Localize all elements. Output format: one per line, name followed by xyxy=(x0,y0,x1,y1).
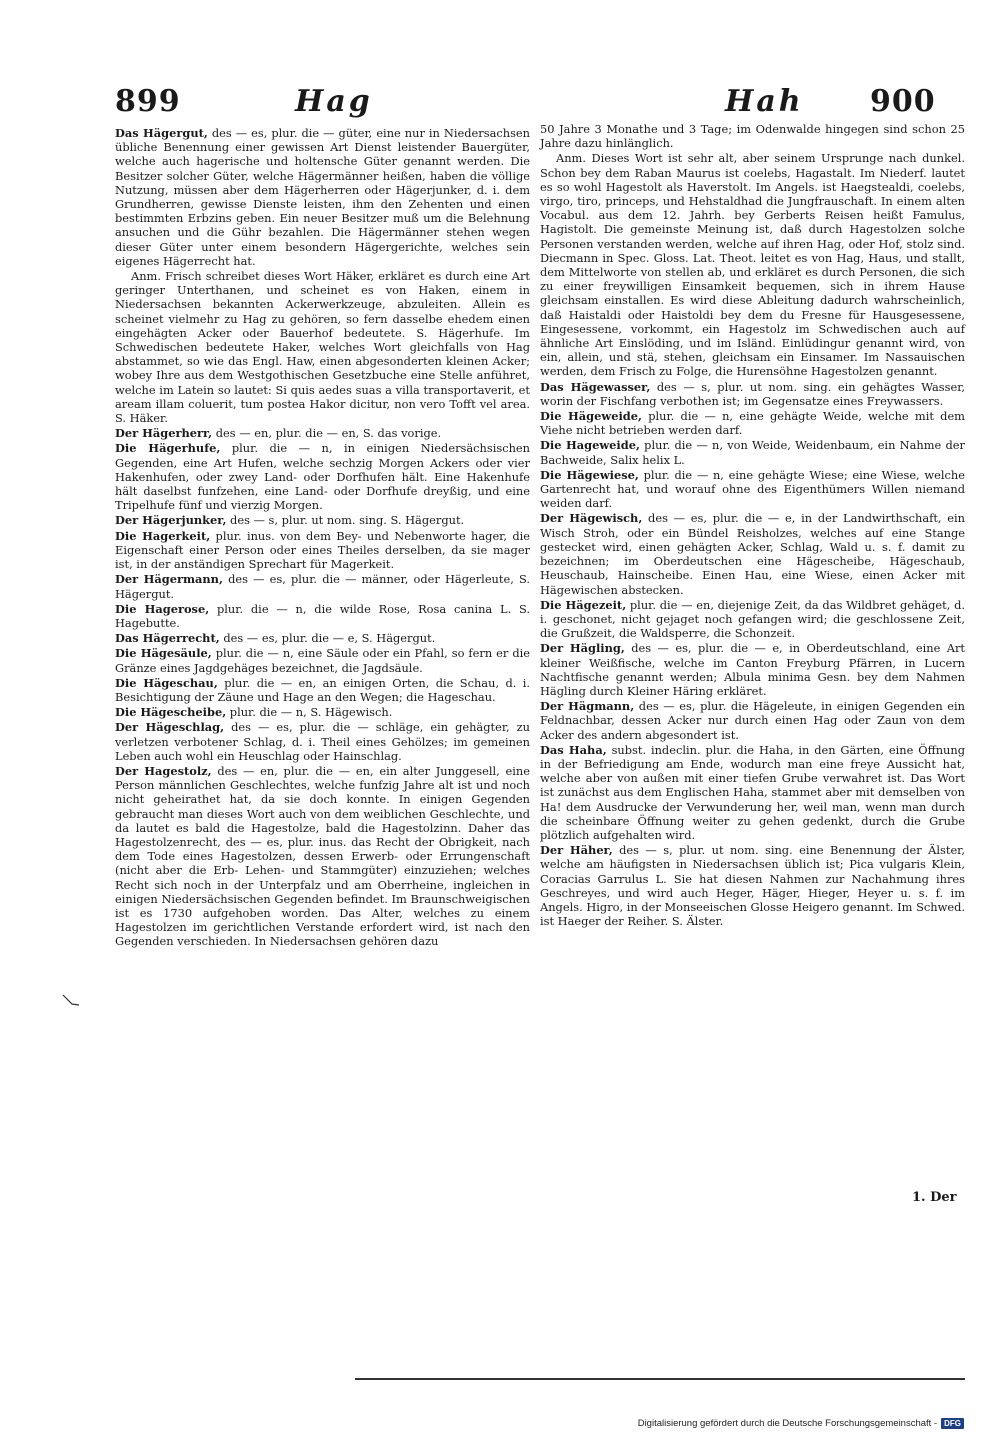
entry-text: 50 Jahre 3 Monathe und 3 Tage; im Odenwalde hingegen sind schon 25 Jahre dazu hinlänglich. xyxy=(540,122,965,151)
dictionary-entry xyxy=(540,843,965,928)
entry-text: plur. die — n, die wilde Rose, Rosa canina L. S. Hagebutte. xyxy=(115,601,531,630)
dictionary-entry xyxy=(115,764,530,949)
entry-headword: Das Hägerrecht, xyxy=(115,631,220,646)
entry-headword: Der Hägling, xyxy=(540,641,625,656)
dfg-logo: DFG xyxy=(941,1418,964,1429)
dictionary-entry xyxy=(115,529,530,572)
digitization-footer xyxy=(638,1416,964,1430)
margin-mark xyxy=(62,993,80,1007)
entry-text: Anm. Dieses Wort ist sehr alt, aber seinem Ursprunge nach dunkel. Schon bey dem Raban Maurus ist coelebs, Hagastalt. Im Niederf. lautet es so wohl Hagestolt als Haverstolt. Im Angels. ist Haegstealdi, coelebs, virgo, tiro, princeps, und Hehstaldhad die Jungfrauschaft. In einem alten Vocabul. aus dem 12. Jahrh. bey Gerberts Reisen heißt Famulus, Hagistolt. Die gemeinste Meinung ist, daß durch Hagestolzen solche Personen verstanden werden, welche auf ihren Hag, oder Hof, stolz sind. Diecmann in Spec. Gloss. Lat. Theot. leitet es von Hag, Haus, und stallt, dem Mittelworte von stellen ab, und erkläret es durch Personen, die sich zu einer freywilligen Einsamkeit bequemen, sich in ihrem Hause gleichsam einstallen. Es wird diese Ableitung dadurch wahrscheinlich, daß Haistaldi oder Haistoldi bey dem du Fresne für Hausgesessene, Eingesessene, vorkommt, ein Hagestolz im Schwedischen auch auf ähnliche Art Einslöding, und im Isländ. Einlüdingur genannt wird, von ein, allein, und stä, stehen, gleichsam ein Einsamer. Im Nassauischen werden, dem Frisch zu Folge, die Hurensöhne Hagestolzen genannt. xyxy=(540,151,965,379)
entry-headword: Der Hägerjunker, xyxy=(115,513,227,528)
left-column xyxy=(115,126,530,950)
entry-headword: Die Hägezeit, xyxy=(540,597,627,612)
dictionary-entry xyxy=(115,269,530,425)
entry-text: Anm. Frisch schreibet dieses Wort Häker, erkläret es durch eine Art geringer Unterthanen, und scheinet es von Haken, einem in Niedersachsen bekannten Ackerwerkzeuge, abzuleiten. Allein es scheinet vielmehr zu Hag zu gehören, so fern dasselbe ehedem einen eingehägten Acker oder Bauerhof bedeutete. S. Hägerhufe. Im Schwedischen bedeutete Haker, welches Wort gleichfalls von Hag abstammet, so wie das Engl. Haw, einen abgesonderten kleinen Acker; wobey Ihre aus dem Westgothischen Gesetzbuche eine Stelle anführet, welche im Latein so lautet: Si quis aedes suas a villa transportaverit, et aream illam coluerit, tum postea Hakor dicitur, non vero Tofft vel area. S. Häker. xyxy=(115,269,530,426)
entry-headword: Der Hägewisch, xyxy=(540,511,643,526)
entry-headword: Der Hagestolz, xyxy=(115,763,212,778)
dictionary-entry xyxy=(115,720,530,763)
entry-headword: Die Hägeweide, xyxy=(540,409,642,424)
right-column xyxy=(540,122,965,929)
dictionary-entry xyxy=(115,705,530,719)
entry-text: subst. indeclin. plur. die Haha, in den Gärten, eine Öffnung in der Befriedigung am Ende, wodurch man eine freye Aussicht hat, welche aber von außen mit einer tiefen Grube verwahret ist. Das Wort ist zunächst aus dem Englischen Haha, stammet aber mit demselben von Ha! dem Ausdrucke der Verwunderung her, weil man, wenn man durch die scheinbare Öffnung weiter zu gehen gedenkt, durch die Grube plötzlich aufgehalten wird. xyxy=(540,742,965,842)
entry-headword: Die Hägescheibe, xyxy=(115,705,227,720)
catchword: 1. Der xyxy=(912,1190,957,1205)
entry-text: des — es, plur. die — schläge, ein gehägter, zu verletzen verbotener Schlag, d. i. Theil eines Gehölzes; im gemeinen Leben auch wohl ein Heuschlag oder Hainschlag. xyxy=(115,720,530,763)
dictionary-entry xyxy=(115,602,530,630)
entry-headword: Die Hägerhufe, xyxy=(115,441,221,456)
entry-text: des — es, plur. die Hägeleute, in einigen Gegenden ein Feldnachbar, dessen Acker nur durch einen Hag oder Zaun von dem Acker des andern abgesondert ist. xyxy=(540,699,966,742)
dictionary-entry xyxy=(540,699,965,742)
dictionary-entry xyxy=(540,468,965,511)
entry-text: plur. die — en, an einigen Orten, die Schau, d. i. Besichtigung der Zäune und Hage an den Wegen; die Hageschau. xyxy=(115,675,531,704)
dictionary-entry xyxy=(540,743,965,842)
entry-headword: Die Hagerose, xyxy=(115,601,210,616)
entry-headword: Der Hägeschlag, xyxy=(115,720,225,735)
entry-text: des — s, plur. ut nom. sing. eine Benennung der Älster, welche am häufigsten in Niedersachsen üblich ist; Pica vulgaris Klein, Coracias Garrulus L. Sie hat diesen Nahmen zur Nachahmung ihres Geschreyes, und wird auch Heger, Häger, Hieger, Heyer u. s. f. im Angels. Higro, in der Monseeischen Glosse Heigero genannt. Im Schwed. ist Haeger der Reiher. S. Älster. xyxy=(540,843,965,929)
entry-headword: Das Haha, xyxy=(540,742,607,757)
entry-text: des — s, plur. ut nom. sing. S. Hägergut. xyxy=(230,513,465,528)
entry-headword: Das Hägewasser, xyxy=(540,379,651,394)
footer-text: Digitalisierung gefördert durch die Deutsche Forschungsgemeinschaft - xyxy=(637,1417,938,1429)
dictionary-entry xyxy=(540,511,965,596)
entry-text: plur. die — n, in einigen Niedersächsischen Gegenden, eine Art Hufen, welche sechzig Morgen Ackers oder vier Hakenhufen, oder zwey Land- oder Dorfhufen hält. Eine Hakenhufe hält daselbst funfzehen, eine Land- oder Dorfhufe dreyßig, und eine Tripelhufe fünf und vierzig Morgen. xyxy=(115,441,531,513)
entry-text: plur. inus. von dem Bey- und Nebenworte hager, die Eigenschaft einer Person oder eines Theiles derselben, da sie mager ist, in der anständigen Sprechart für Magerkeit. xyxy=(115,528,531,572)
dictionary-entry xyxy=(115,676,530,704)
entry-text: des — es, plur. die — e, S. Hägergut. xyxy=(223,631,436,646)
entry-text: des — es, plur. die — männer, oder Hägerleute, S. Hägergut. xyxy=(115,572,530,601)
entry-headword: Das Hägergut, xyxy=(115,126,208,140)
dictionary-entry xyxy=(115,646,530,674)
entry-headword: Die Hägesäule, xyxy=(115,646,212,661)
entry-headword: Der Hägerherr, xyxy=(115,426,213,441)
dictionary-entry xyxy=(540,598,965,641)
entry-headword: Der Hägmann, xyxy=(540,699,635,714)
dictionary-entry xyxy=(115,631,530,645)
dictionary-entry xyxy=(540,380,965,408)
entry-headword: Der Hägermann, xyxy=(115,572,223,587)
dictionary-entry xyxy=(115,572,530,600)
dictionary-entry xyxy=(115,426,530,440)
right-running-head: Hah xyxy=(725,84,804,119)
entry-headword: Die Hägeschau, xyxy=(115,675,218,690)
entry-text: des — es, plur. die — güter, eine nur in Niedersachsen übliche Benennung einer gewissen Art Dienst leistender Bauergüter, welche auch hagerische und holtensche Güter genannt werden. Die Besitzer solcher Güter, welche Hägermänner heißen, haben die völlige Nutzung, müssen aber dem Hägerherren oder Hägerjunker, d. i. dem Grundherren, gewisse Dienste leisten, ihm den Zehenten und einen bestimmten Erbzins geben. Ein neuer Besitzer muß um die Belehnung ansuchen und die Gühr bezahlen. Die Hägermänner stehen wegen dieser Güter unter einem besondern Hägergerichte, welches sein eigenes Hägerrecht hat. xyxy=(115,126,530,268)
entry-text: plur. die — n, eine Säule oder ein Pfahl, so fern er die Gränze eines Jagdgehäges bezeichnet, die Jagdsäule. xyxy=(115,646,530,675)
entry-headword: Der Häher, xyxy=(540,843,613,858)
entry-text: plur. die — n, eine gehägte Weide, welche mit dem Viehe nicht betrieben werden darf. xyxy=(540,409,965,438)
entry-text: des — en, plur. die — en, S. das vorige. xyxy=(215,426,442,441)
dictionary-entry xyxy=(115,441,530,512)
entry-text: plur. die — n, S. Hägewisch. xyxy=(229,705,393,720)
entry-text: des — es, plur. die — e, in der Landwirthschaft, ein Wisch Stroh, oder ein Bündel Reisholzes, welches auf eine Stange gestecket wird, einen gehägten Acker, Schlag, Wald u. s. f. damit zu bezeichnen; im Oberdeutschen eine Hägescheibe, Hägeschaub, Heuschaub, Hainscheibe. Einen Hau, eine Wiese, einen Acker mit Hägewischen abstecken. xyxy=(540,511,965,597)
left-running-head: Hag xyxy=(295,84,373,119)
entry-text: plur. die — en, diejenige Zeit, da das Wildbret gehäget, d. i. geschonet, nicht gejaget noch gefangen wird; die geschlossene Zeit, die Grußzeit, die Waldsperre, die Schonzeit. xyxy=(540,597,965,641)
dictionary-entry xyxy=(115,513,530,527)
dictionary-entry xyxy=(540,122,965,150)
entry-headword: Die Hägewiese, xyxy=(540,467,639,482)
right-page-number: 900 xyxy=(870,84,936,119)
bottom-rule xyxy=(355,1378,965,1380)
dictionary-entry xyxy=(540,438,965,466)
entry-text: plur. die — n, von Weide, Weidenbaum, ein Nahme der Bachweide, Salix helix L. xyxy=(540,438,965,467)
entry-text: plur. die — n, eine gehägte Wiese; eine Wiese, welche Gartenrecht hat, und worauf ohne des Eigenthümers Willen niemand weiden darf. xyxy=(540,467,965,511)
dictionary-entry xyxy=(540,409,965,437)
dictionary-entry xyxy=(115,126,530,268)
entry-text: des — es, plur. die — e, in Oberdeutschland, eine Art kleiner Weißfische, welche im Canton Freyburg Pfärren, in Lucern Nachtfische genannt werden; Albula minima Gesn. bey dem Nahmen Hägling durch Kleiner Häring erkläret. xyxy=(540,641,965,698)
entry-headword: Die Hagerkeit, xyxy=(115,528,211,543)
dictionary-entry xyxy=(540,641,965,698)
entry-text: des — s, plur. ut nom. sing. ein gehägtes Wasser, worin der Fischfang verbothen ist; im Gegensatze eines Freywassers. xyxy=(540,379,966,408)
dictionary-entry xyxy=(540,151,965,378)
entry-text: des — en, plur. die — en, ein alter Junggesell, eine Person männlichen Geschlechtes, welche funfzig Jahre alt ist und noch nicht geheirathet hat, da sie doch konnte. In einigen Gegenden gebraucht man dieses Wort auch von dem weiblichen Geschlechte, und da lautet es bald die Hagestolze, bald die Hagestolzinn. Daher das Hagestolzenrecht, des — es, plur. inus. das Recht der Obrigkeit, nach dem Tode eines Hagestolzen, dessen Erwerb- oder Errungenschaft (nicht aber die Erb- Lehen- und Stammgüter) einzuziehen; welches Recht sich noch in der Unterpfalz und am Oberrheine, ingleichen in einigen Niedersächsischen Gegenden befindet. Im Braunschweigischen ist es 1730 aufgehoben worden. Das Alter, welches zu einem Hagestolzen im gerichtlichen Verstande erfordert wird, ist nach den Gegenden verschieden. In Niedersachsen gehören dazu xyxy=(115,763,531,949)
entry-headword: Die Hageweide, xyxy=(540,438,640,453)
left-page-number: 899 xyxy=(115,84,181,119)
